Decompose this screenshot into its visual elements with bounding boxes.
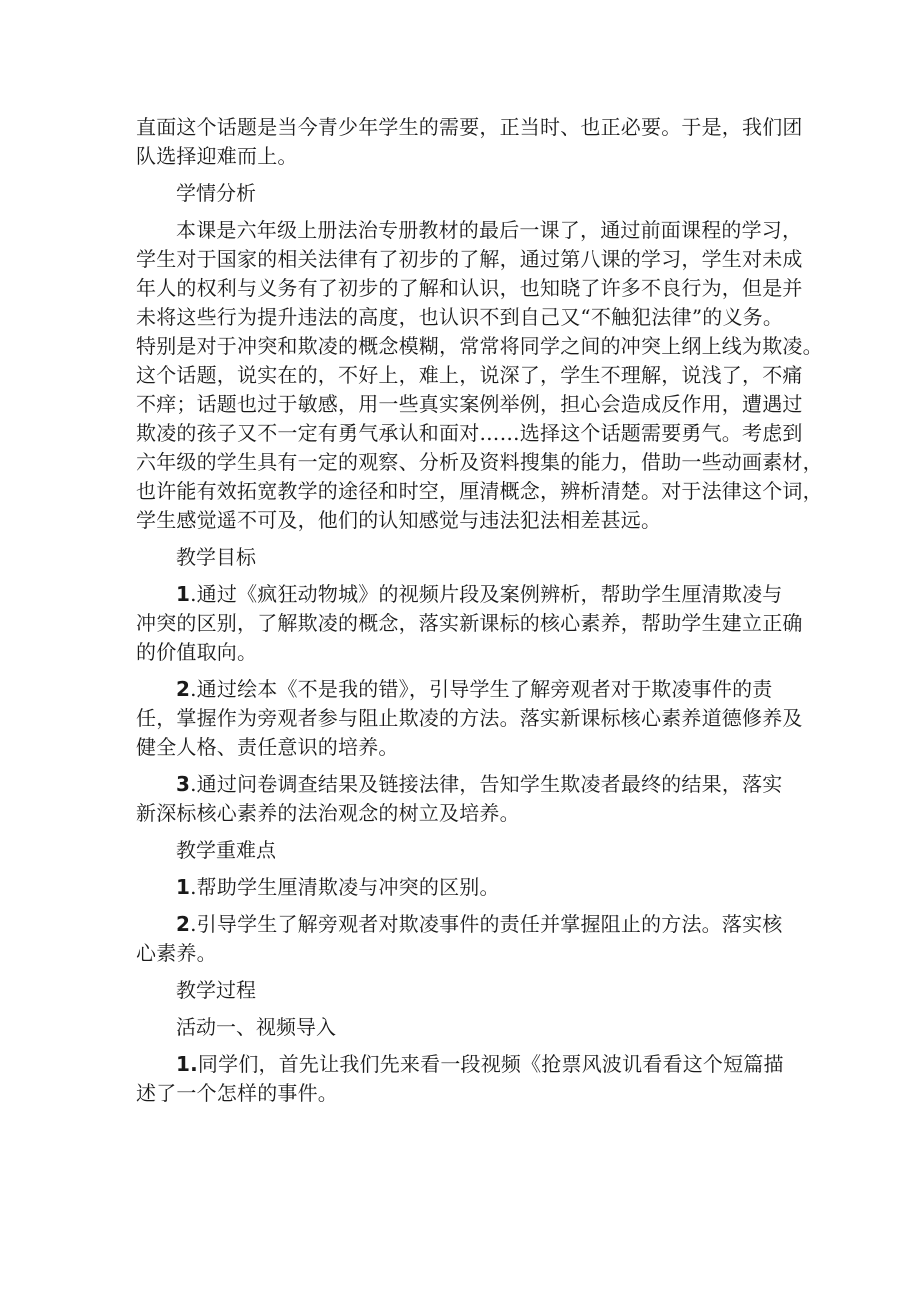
paragraph-line: 冲突的区别，了解欺凌的概念，落实新课标的核心素养，帮助学生建立正确 (136, 611, 803, 635)
list-number: 1 (176, 582, 191, 606)
document-page (136, 113, 823, 1116)
section-heading-analysis: 学情分析 (176, 181, 256, 205)
list-text: .引导学生了解旁观者对欺凌事件的责任并掌握阻止的方法。落实核 (190, 912, 783, 936)
paragraph-line: 新深标核心素养的法治观念的树立及培养。 (136, 801, 520, 825)
section-heading-process: 教学过程 (176, 978, 256, 1002)
paragraph-line: 述了一个怎样的事件。 (136, 1081, 338, 1105)
paragraph-line: 欺凌的孩子又不一定有勇气承认和面对……选择这个话题需要勇气。考虑到 (136, 421, 803, 445)
list-text: .通过问卷调查结果及链接法律，告知学生欺凌者最终的结果，落实 (190, 772, 783, 796)
paragraph-line: 学生对于国家的相关法律有了初步的了解，通过第八课的学习，学生对未成 (136, 247, 803, 271)
list-number: 2 (176, 912, 191, 936)
paragraph-line: 队选择迎难而上。 (136, 144, 298, 168)
list-text: .通过《疯狂动物城》的视频片段及案例辨析，帮助学生厘清欺凌与 (190, 582, 783, 606)
list-item-first-line (136, 1050, 792, 1079)
list-number: 1 (176, 875, 191, 899)
paragraph-line: 心素养。 (136, 941, 217, 965)
paragraph-line: 也许能有效拓宽教学的途径和时空，厘清概念，辨析清楚。对于法律这个词， (136, 479, 823, 503)
section-heading-goals: 教学目标 (176, 545, 256, 569)
paragraph-line: 健全人格、责任意识的培养。 (136, 735, 399, 759)
list-item-first-line (136, 580, 792, 609)
key-point-item-2 (136, 910, 792, 968)
paragraph-line: 六年级的学生具有一定的观察、分析及资料搜集的能力，借助一些动画素材， (136, 450, 823, 474)
process-item-1 (136, 1050, 792, 1108)
list-text: .通过绘本《不是我的错》，引导学生了解旁观者对于欺凌事件的责 (190, 677, 773, 701)
paragraph-line: 特别是对于冲突和欺凌的概念模糊，常常将同学之间的冲突上纲上线为欺凌。 (136, 334, 823, 358)
list-number: 3 (176, 772, 191, 796)
list-item-first-line (136, 873, 792, 902)
list-item-first-line (136, 770, 792, 799)
analysis-paragraph (136, 216, 823, 535)
paragraph-line: 年人的权利与义务有了初步的了解和认识，也知晓了许多不良行为，但是并 (136, 276, 803, 300)
goal-item-1 (136, 580, 803, 667)
paragraph-line: 任，掌握作为旁观者参与阻止欺凌的方法。落实新课标核心素养道德修养及 (136, 706, 803, 730)
intro-paragraph (136, 113, 803, 171)
key-point-item-1 (136, 873, 792, 902)
list-item-first-line (136, 910, 792, 939)
activity-heading: 活动一、视频导入 (176, 1015, 336, 1039)
paragraph-line: 不痒；话题也过于敏感，用一些真实案例举例，担心会造成反作用，遭遇过 (136, 392, 803, 416)
list-text: .帮助学生厘清欺凌与冲突的区别。 (190, 875, 500, 899)
goal-item-3 (136, 770, 792, 828)
section-heading-key-points: 教学重难点 (176, 838, 276, 862)
paragraph-line: 本课是六年级上册法治专册教材的最后一课了，通过前面课程的学习， (176, 218, 803, 242)
paragraph-line: 的价值取向。 (136, 640, 258, 664)
paragraph-line: 这个话题，说实在的，不好上，难上，说深了，学生不理解，说浅了，不痛 (136, 363, 803, 387)
list-text: 同学们，首先让我们先来看一段视频《抢票风波讥看看这个短篇描 (197, 1052, 784, 1076)
paragraph-line: 未将这些行为提升违法的高度，也认识不到自己又“不触犯法律”的义务。 (136, 305, 784, 329)
list-number: 2 (176, 677, 191, 701)
goal-item-2 (136, 675, 803, 762)
list-number: 1. (176, 1052, 198, 1076)
paragraph-line: 直面这个话题是当今青少年学生的需要，正当时、也正必要。于是，我们团 (136, 115, 803, 139)
list-item-first-line (136, 675, 792, 704)
paragraph-line: 学生感觉遥不可及，他们的认知感觉与违法犯法相差甚远。 (136, 508, 662, 532)
